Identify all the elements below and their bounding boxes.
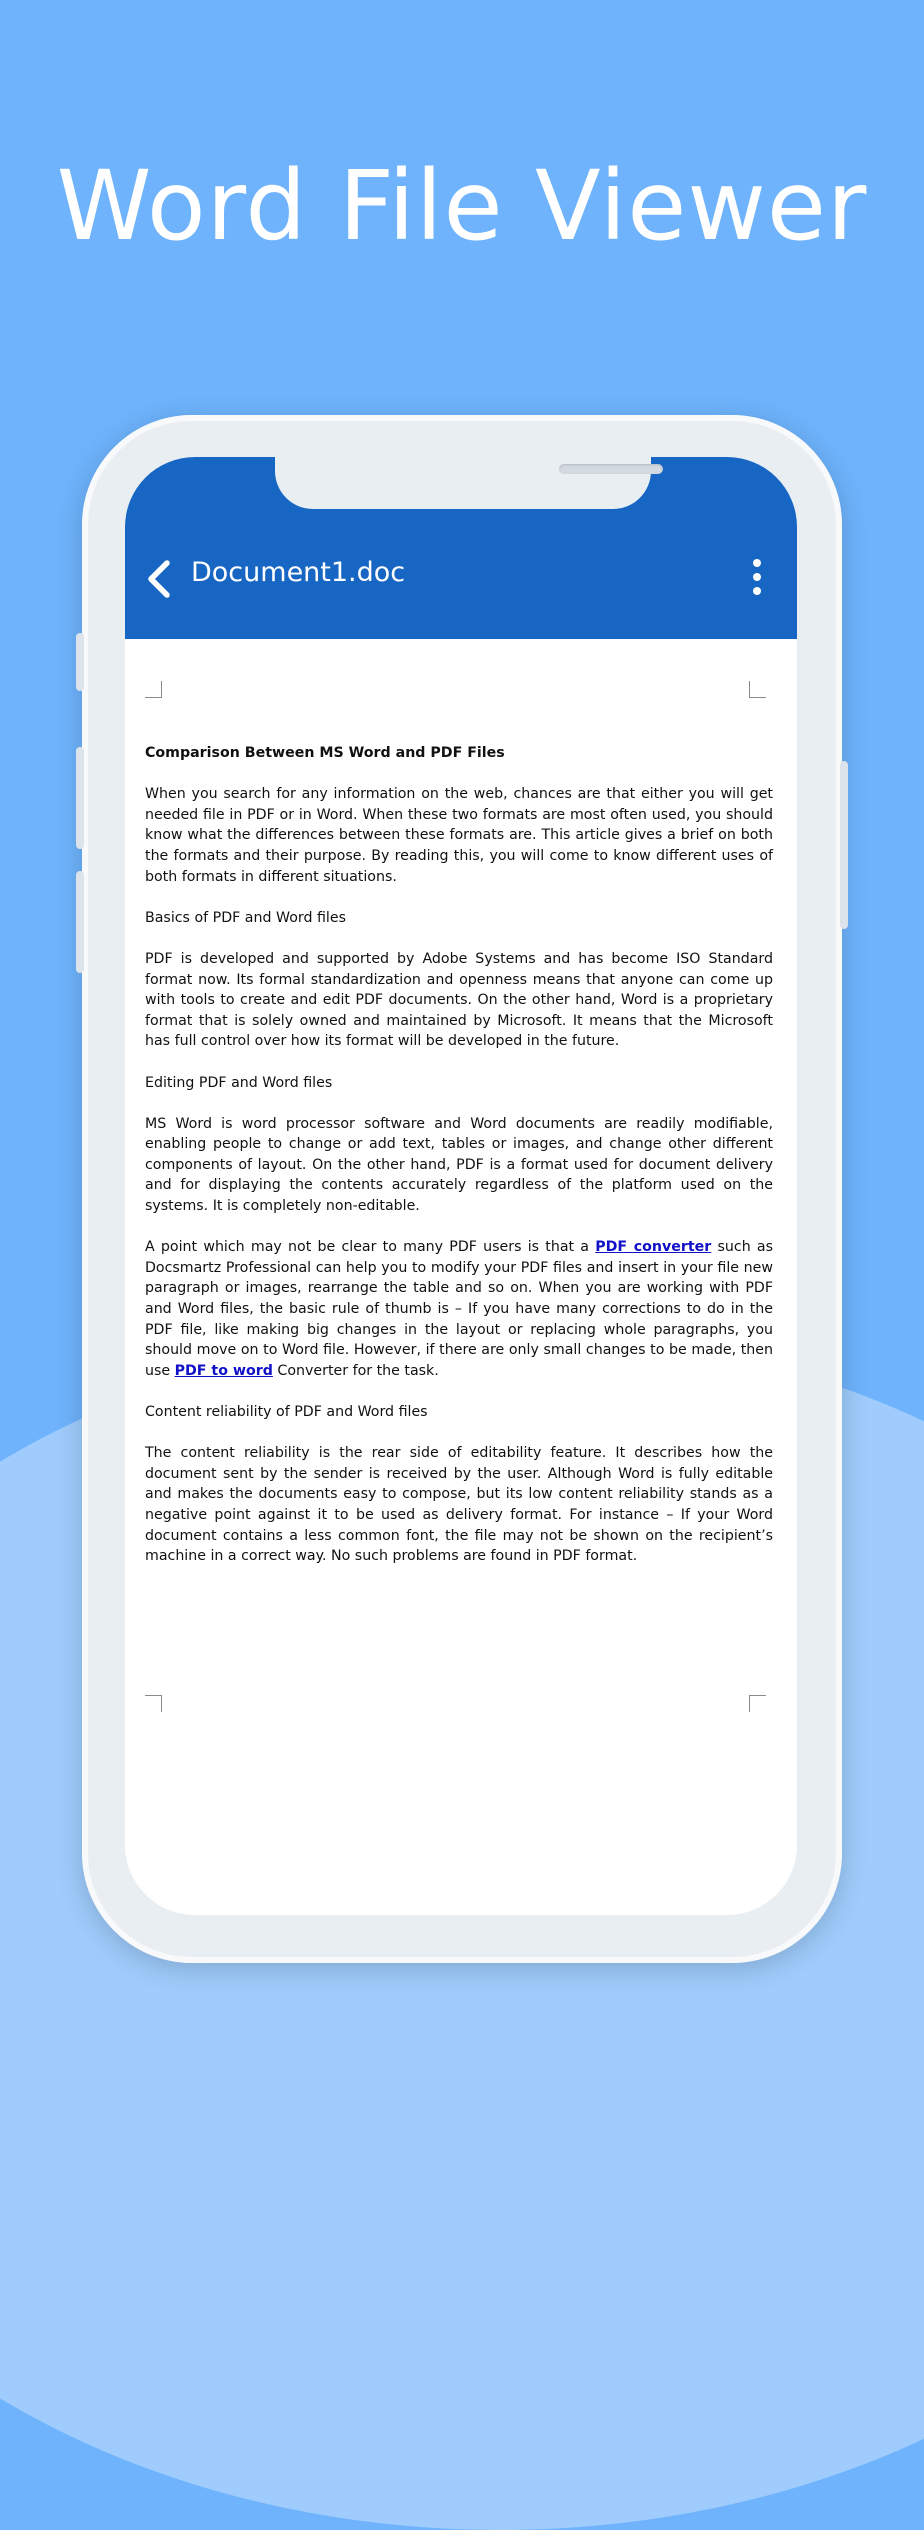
document-page[interactable] — [125, 639, 797, 1915]
pdf-to-word-link[interactable]: PDF to word — [174, 1362, 273, 1379]
phone-power-button — [840, 761, 848, 929]
phone-mute-switch — [76, 633, 84, 691]
document-heading: Comparison Between MS Word and PDF Files — [145, 745, 505, 761]
section-heading-editing: Editing PDF and Word files — [145, 1074, 333, 1091]
paragraph-reliability: The content reliability is the rear side of editability feature. It describes how the document sent by the sender is received by the user. Although Word is fully editable and makes the documents easy to compose, but its low content reliability stands as a negative point against it to be used as delivery format. For instance – If your Word document contains a less common font, the file may not be shown on the recipient’s machine in a correct way. No such problems are found in PDF format. — [145, 1445, 773, 1565]
crop-mark-top-right — [749, 681, 766, 698]
phone-screen — [125, 457, 797, 1915]
crop-mark-top-left — [145, 681, 162, 698]
paragraph-converter-text-c: Converter for the task. — [272, 1362, 439, 1379]
paragraph-editing: MS Word is word processor software and Word documents are readily modifiable, enabling people to change or add text, tables or images, and change other different components of layout. On the other hand, PDF is a format used for document delivery and for displaying the contents accurately regardless of the platform used on the systems. It is completely non-editable. — [145, 1115, 773, 1215]
paragraph-basics: PDF is developed and supported by Adobe Systems and has become ISO Standard format now. Its formal standardization and openness means that anyone can come up with tools to create and edit PDF documents. On the other hand, Word is a proprietary format that is solely owned and maintained by Microsoft. It means that the Microsoft has full control over how its format will be developed in the future. — [145, 950, 773, 1050]
crop-mark-bottom-right — [749, 1695, 766, 1712]
phone-notch — [275, 457, 651, 509]
pdf-converter-link[interactable]: PDF converter — [595, 1239, 712, 1256]
phone-frame — [82, 415, 842, 1963]
speaker-grille — [559, 464, 663, 474]
paragraph-converter — [145, 1237, 773, 1381]
section-heading-reliability: Content reliability of PDF and Word files — [145, 1404, 428, 1420]
chevron-left-icon — [141, 553, 185, 605]
paragraph-converter-text-a: A point which may not be clear to many PDF users is that a — [145, 1239, 596, 1256]
promo-title: Word File Viewer — [56, 150, 868, 262]
phone-volume-up-button — [76, 747, 84, 849]
paragraph-converter-text-b: such as Docsmartz Professional can help you to modify your PDF files and insert in your file new paragraph or images, rearrange the table and so on. When you are working with PDF and Word files, the basic rule of thumb is – If you have many corrections to do in the PDF file, like making big changes in the layout or replacing whole paragraphs, you should move on to Word file. However, if there are only small changes to be made, then use — [145, 1239, 773, 1379]
document-title: Document1.doc — [191, 557, 406, 588]
phone-volume-down-button — [76, 871, 84, 973]
crop-mark-bottom-left — [145, 1695, 162, 1712]
section-heading-basics: Basics of PDF and Word files — [145, 909, 346, 926]
paragraph-intro: When you search for any information on the web, chances are that either you will get needed file in PDF or in Word. When these two formats are most often used, you should know what the differences between these formats are. This article gives a brief on both the formats and their purpose. By reading this, you will come to know different uses of both formats in different situations. — [145, 786, 773, 885]
back-button[interactable] — [141, 553, 185, 605]
document-content — [145, 743, 773, 1587]
more-options-button[interactable] — [745, 555, 769, 601]
more-vertical-icon — [745, 559, 769, 595]
